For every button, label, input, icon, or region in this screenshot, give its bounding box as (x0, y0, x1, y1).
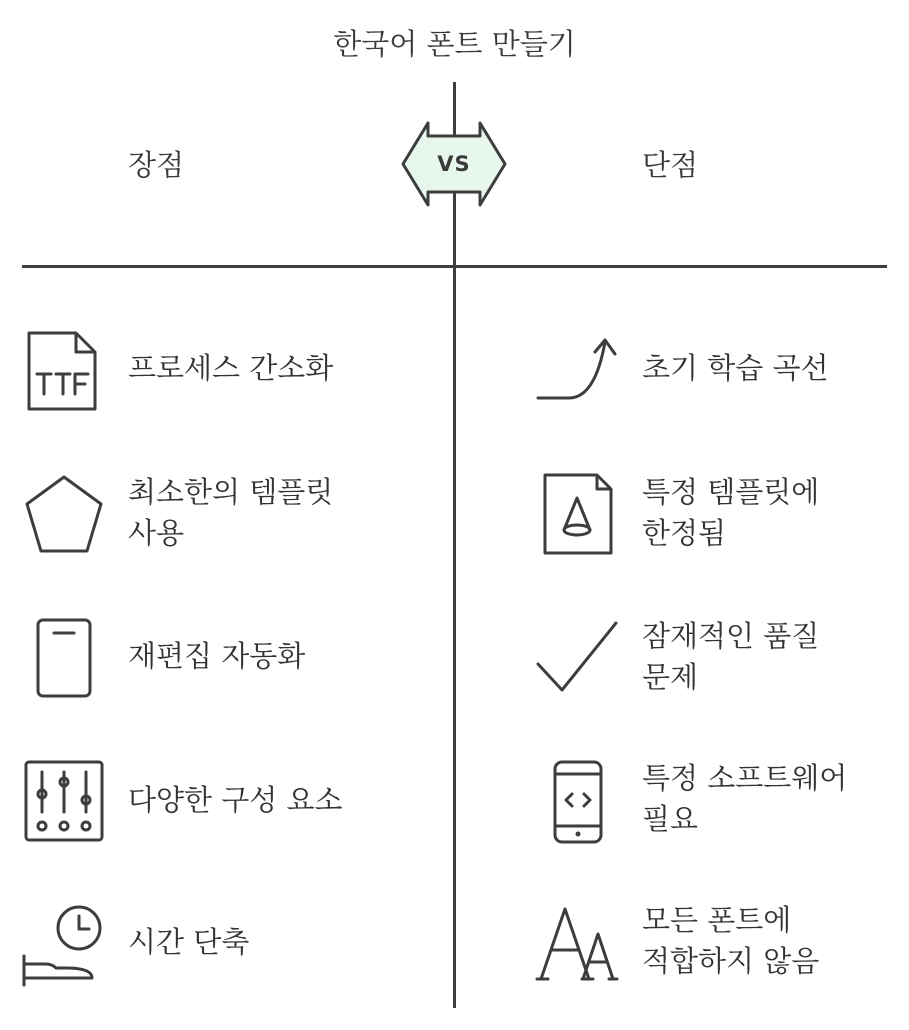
pros-heading: 장점 (128, 148, 185, 182)
tablet-icon (36, 618, 92, 698)
pros-item-label: 최소한의 템플릿 사용 (128, 475, 334, 550)
clock-icon (22, 904, 104, 988)
pros-item-label: 재편집 자동화 (128, 639, 306, 673)
cons-item-label: 특정 템플릿에 한정됨 (642, 475, 820, 550)
cons-item-label: 모든 폰트에 적합하지 않음 (642, 903, 820, 978)
cons-item-label: 초기 학습 곡선 (642, 351, 829, 385)
pros-item-label: 시간 단축 (128, 925, 250, 959)
cons-heading: 단점 (642, 148, 699, 182)
cons-item-label: 잠재적인 품질 문제 (642, 619, 820, 694)
pros-item-label: 프로세스 간소화 (128, 351, 334, 385)
font-size-icon (535, 904, 619, 984)
vs-label: VS (437, 152, 471, 176)
curve-arrow-icon (535, 336, 619, 402)
vertical-divider (453, 82, 456, 1008)
pentagon-icon (24, 474, 104, 554)
checkmark-icon (535, 620, 619, 694)
document-icon (542, 472, 614, 556)
pros-item-label: 다양한 구성 요소 (128, 783, 343, 817)
sliders-icon (24, 760, 104, 842)
ttf-file-icon (26, 330, 98, 412)
smartphone-code-icon (553, 760, 603, 844)
page-title: 한국어 폰트 만들기 (333, 27, 576, 61)
cons-item-label: 특정 소프트웨어 필요 (642, 761, 848, 836)
horizontal-divider (22, 265, 887, 268)
